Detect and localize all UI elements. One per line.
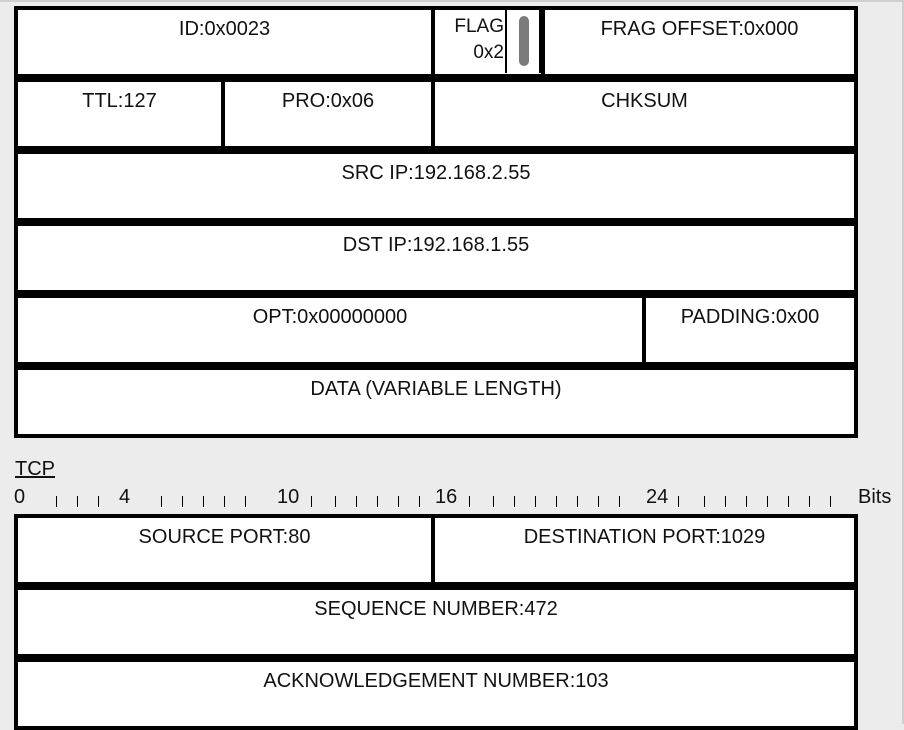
ruler-tick — [556, 496, 557, 507]
tcp-destination-port-field — [431, 514, 858, 586]
ruler-number: 16 — [435, 486, 458, 508]
ip-data-label: DATA (VARIABLE LENGTH) — [310, 378, 562, 400]
ip-options-field — [14, 294, 646, 366]
ruler-unit: Bits — [858, 486, 892, 508]
ip-flag-label: FLAG — [454, 16, 504, 37]
tcp-sequence-field — [14, 586, 858, 658]
ip-dst-field — [14, 222, 858, 294]
tcp-source-port-label: SOURCE PORT:80 — [138, 526, 311, 548]
ruler-tick — [56, 496, 57, 507]
flag-scrollbar[interactable] — [505, 10, 541, 73]
ruler-tick — [245, 496, 246, 507]
ruler-number: 24 — [646, 486, 669, 508]
ruler-tick — [830, 496, 831, 507]
ruler-number: 0 — [14, 486, 26, 508]
ruler-tick — [767, 496, 768, 507]
ruler-tick — [224, 496, 225, 507]
ruler-tick — [377, 496, 378, 507]
ip-src-label: SRC IP:192.168.2.55 — [341, 162, 531, 184]
ip-flag-text — [450, 14, 504, 66]
ruler-tick — [77, 496, 78, 507]
ruler-tick — [161, 496, 162, 507]
ip-checksum-label: CHKSUM — [601, 90, 688, 112]
ruler-tick — [98, 496, 99, 507]
tcp-section-title: TCP — [15, 458, 55, 480]
tcp-sequence-label: SEQUENCE NUMBER:472 — [314, 598, 558, 620]
tcp-ack-label: ACKNOWLEDGEMENT NUMBER:103 — [263, 670, 609, 692]
ip-ttl-label: TTL:127 — [82, 90, 157, 112]
ruler-number: 10 — [277, 486, 300, 508]
ip-checksum-field — [431, 78, 858, 150]
flag-scrollbar-thumb[interactable] — [519, 16, 529, 66]
ip-frag-offset-field — [541, 6, 858, 78]
ip-ttl-field — [14, 78, 225, 150]
ruler-tick — [809, 496, 810, 507]
ip-src-field — [14, 150, 858, 222]
ruler-tick — [419, 496, 420, 507]
ip-flag-value: 0x2 — [473, 42, 504, 63]
ruler-tick — [335, 496, 336, 507]
window-top-border — [0, 0, 904, 2]
ruler-tick — [788, 496, 789, 507]
ruler-tick — [619, 496, 620, 507]
ip-id-field — [14, 6, 435, 78]
ip-padding-label: PADDING:0x00 — [680, 306, 820, 328]
ip-id-label: ID:0x0023 — [178, 18, 271, 40]
ip-dst-label: DST IP:192.168.1.55 — [342, 234, 530, 256]
ip-data-field — [14, 366, 858, 438]
ruler-tick — [398, 496, 399, 507]
ruler-tick — [535, 496, 536, 507]
tcp-source-port-field — [14, 514, 435, 586]
ruler-tick — [356, 496, 357, 507]
ruler-tick — [725, 496, 726, 507]
ruler-tick — [203, 496, 204, 507]
ruler-tick — [598, 496, 599, 507]
ruler-tick — [182, 496, 183, 507]
ruler-tick — [678, 496, 679, 507]
ruler-tick — [514, 496, 515, 507]
ruler-tick — [746, 496, 747, 507]
ip-protocol-label: PRO:0x06 — [281, 90, 375, 112]
ruler-tick — [493, 496, 494, 507]
ruler-tick — [577, 496, 578, 507]
tcp-ack-field — [14, 658, 858, 730]
ruler-tick — [311, 496, 312, 507]
ip-options-label: OPT:0x00000000 — [252, 306, 408, 328]
ruler-tick — [704, 496, 705, 507]
ip-protocol-field — [221, 78, 435, 150]
ip-padding-field — [642, 294, 858, 366]
ruler-number: 4 — [119, 486, 131, 508]
tcp-destination-port-label: DESTINATION PORT:1029 — [523, 526, 766, 548]
bit-ruler — [14, 485, 902, 509]
ip-frag-offset-label: FRAG OFFSET:0x000 — [600, 18, 799, 40]
ruler-tick — [469, 496, 470, 507]
